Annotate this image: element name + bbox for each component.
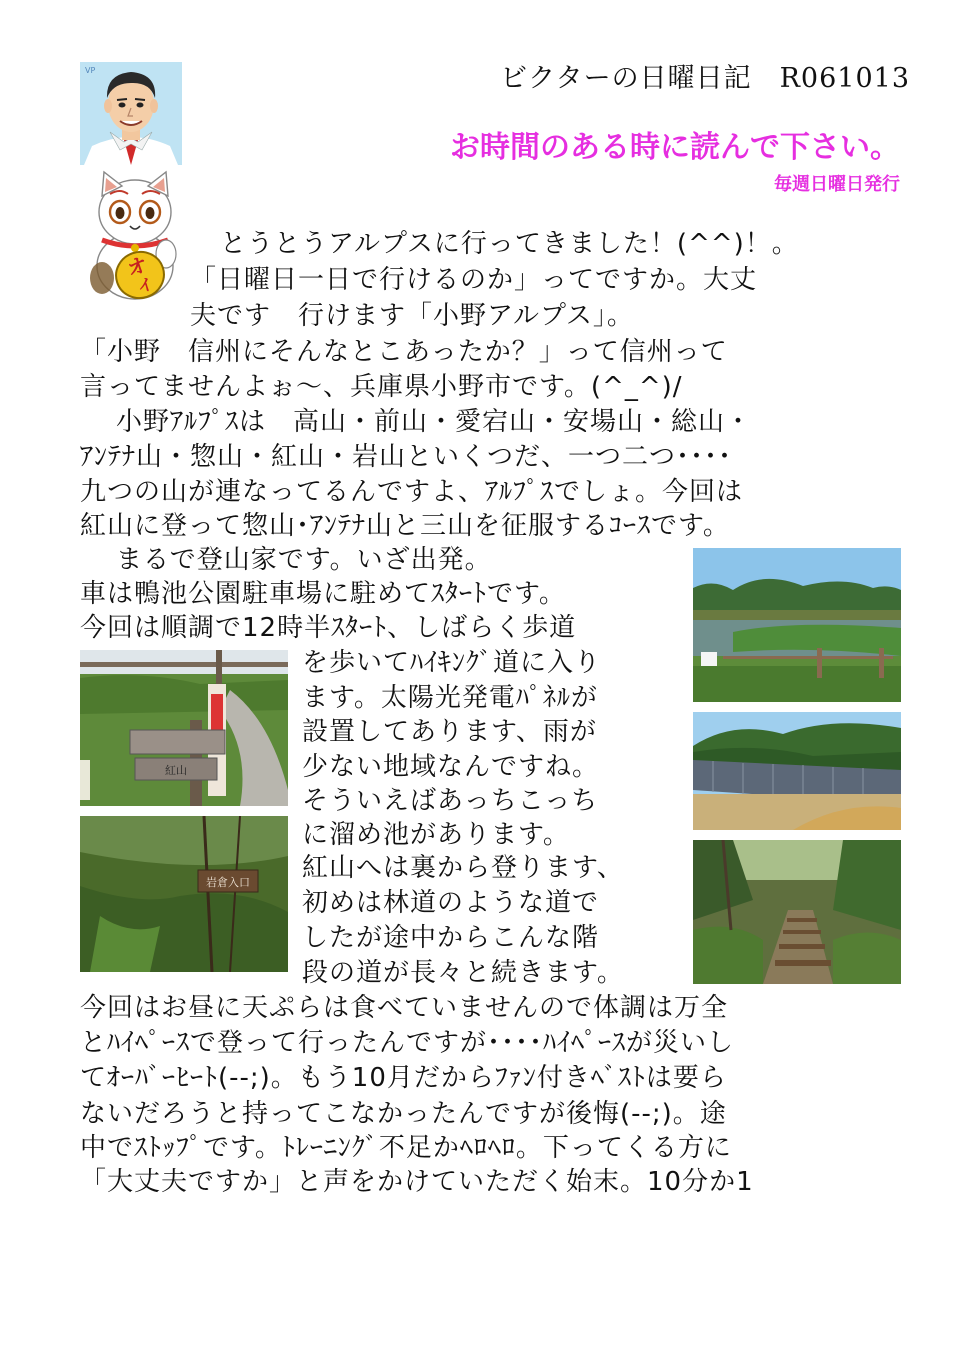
body-line: まるで登山家です。いざ出発。 (116, 545, 492, 575)
solar-panel-photo (693, 712, 901, 830)
entrance-sign-text: 岩倉入口 (206, 876, 250, 889)
body-line: 今回は順調で12時半ｽﾀｰﾄ、しばらく歩道 (80, 613, 577, 643)
body-line: 言ってませんよぉ～、兵庫県小野市です。(^_^)/ (80, 372, 683, 402)
body-line: ないだろうと持ってこなかったんですが後悔(--;)。途 (80, 1099, 727, 1129)
svg-text:オ: オ (124, 251, 151, 281)
trail-sign-text: 紅山 (165, 764, 187, 777)
body-line: 九つの山が連なってるんですよ、ｱﾙﾌﾟｽでしょ。今回は (80, 477, 744, 507)
body-line: 「大丈夫ですか」と声をかけていただく始末。10分か1 (80, 1167, 754, 1197)
pond-photo (693, 548, 901, 702)
svg-text:VP: VP (85, 66, 96, 75)
body-line: そういえばあっちこっち (302, 786, 599, 816)
body-line: とﾊｲﾍﾟｰｽで登って行ったんですが････ﾊｲﾍﾟｰｽが災いし (80, 1028, 735, 1058)
body-line: 初めは林道のような道で (302, 888, 600, 918)
body-line: 今回はお昼に天ぷらは食べていませんので体調は万全 (80, 993, 729, 1023)
page-subtitle: お時間のある時に読んで下さい。 (450, 130, 900, 165)
body-line: ます。太陽光発電ﾊﾟﾈﾙが (302, 683, 598, 713)
body-line: を歩いてﾊｲｷﾝｸﾞ道に入り (302, 648, 602, 678)
body-line: 「日曜日一日で行けるのか」ってですか。大丈 (190, 265, 758, 295)
body-line: 車は鴨池公園駐車場に駐めてｽﾀｰﾄです。 (80, 579, 566, 609)
body-line: 少ない地域なんですね。 (302, 752, 600, 782)
body-line: 紅山へは裏から登ります、 (302, 853, 624, 883)
body-line: ｱﾝﾃﾅ山・惣山・紅山・岩山といくつだ、一つ二つ････ (80, 442, 733, 472)
author-portrait (80, 62, 182, 165)
body-line: てｵｰﾊﾞｰﾋｰﾄ(--;)。もう10月だからﾌｧﾝ付きﾍﾞｽﾄは要ら (80, 1063, 727, 1093)
body-line: 「小野 信州にそんなとこあったか？」って信州って (80, 337, 728, 367)
body-line: とうとうアルプスに行ってきました！(^^)！。 (220, 229, 799, 259)
svg-text:イ: イ (134, 273, 157, 297)
forest-entrance-photo (80, 816, 288, 972)
body-line: したが途中からこんな階 (302, 923, 600, 953)
body-line: 紅山に登って惣山･ｱﾝﾃﾅ山と三山を征服するｺｰｽです。 (80, 511, 730, 541)
lucky-cat-illustration (80, 170, 190, 300)
body-line: に溜め池があります。 (302, 820, 570, 850)
body-line: 小野ｱﾙﾌﾟｽは 高山・前山・愛宕山・安場山・総山・ (116, 407, 753, 437)
forest-stairs-photo (693, 840, 901, 984)
publication-note: 毎週日曜日発行 (774, 174, 900, 195)
trail-sign-photo (80, 650, 288, 806)
body-line: 中でｽﾄｯﾌﾟです。ﾄﾚｰﾆﾝｸﾞ不足かﾍﾛﾍﾛ。下ってくる方に (80, 1133, 732, 1163)
body-line: 設置してあります、雨が (302, 717, 597, 747)
body-line: 夫です 行けます「小野アルプス」。 (190, 301, 634, 331)
body-line: 段の道が長々と続きます。 (302, 958, 624, 988)
page-title: ビクターの日曜日記 R061013 (500, 63, 910, 94)
